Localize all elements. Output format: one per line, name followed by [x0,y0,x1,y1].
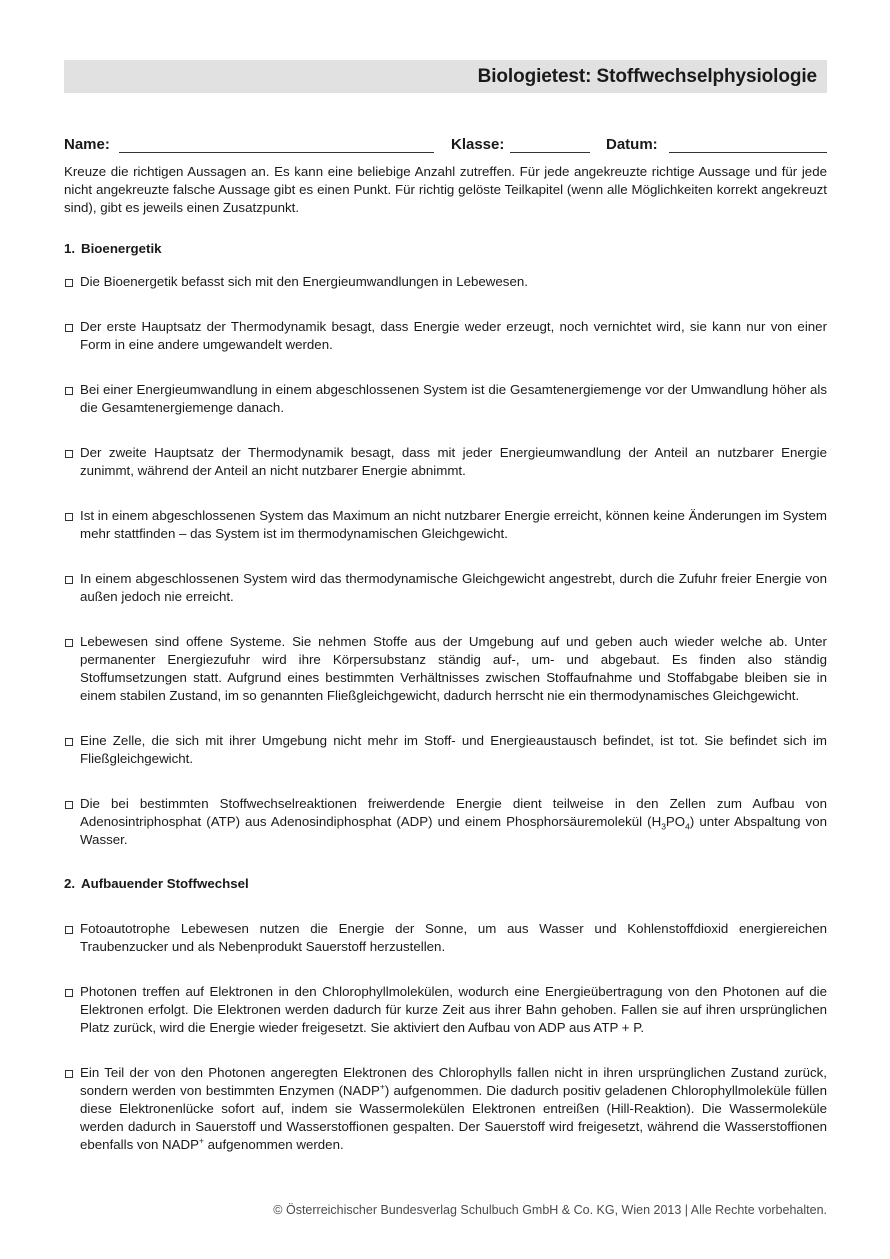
statement-item [64,1064,827,1154]
section-heading-bioenergetik: 1. Bioenergetik [64,241,162,256]
statement-text: Eine Zelle, die sich mit ihrer Umgebung nicht mehr im Stoff- und Energieaustausch befindet, ist tot. Sie befindet sich im Fließgleichgewicht. [80,733,827,766]
answer-checkbox[interactable] [65,324,73,332]
answer-checkbox[interactable] [65,513,73,521]
section-heading-aufbauender-stoffwechsel: 2. Aufbauender Stoffwechsel [64,876,249,891]
statement-text: Lebewesen sind offene Systeme. Sie nehmen Stoffe aus der Umgebung auf und geben auch wieder welche ab. Unter permanenter Energiezufuhr wird ihre Körpersubstanz ständig auf-, um- und abgebaut. Es finden also ständig Stoffumsetzungen statt. Aufgrund eines bestimmten Verhältnisses zwischen Stoffaufnahme und Stoffabgabe bleiben sie in einem stabilen Zustand, im so genannten Fließgleichgewicht, dadurch herrscht nie ein thermodynamisches Gleichgewicht. [80,634,827,703]
statement-item [64,732,827,768]
date-label: Datum: [606,136,658,153]
statement-item [64,570,827,606]
answer-checkbox[interactable] [65,1070,73,1078]
statement-item [64,795,827,849]
statement-text: Die Bioenergetik befasst sich mit den Energieumwandlungen in Lebewesen. [80,274,528,289]
answer-checkbox[interactable] [65,387,73,395]
statement-text: In einem abgeschlossenen System wird das thermodynamische Gleichgewicht angestrebt, durch die Zufuhr freier Energie von außen jedoch nie erreicht. [80,571,827,604]
answer-checkbox[interactable] [65,576,73,584]
answer-checkbox[interactable] [65,738,73,746]
statement-item [64,507,827,543]
answer-checkbox[interactable] [65,926,73,934]
statement-item [64,381,827,417]
date-field[interactable] [669,152,827,153]
answer-checkbox[interactable] [65,989,73,997]
statement-text: Der erste Hauptsatz der Thermodynamik besagt, dass Energie weder erzeugt, noch vernichtet wird, sie kann nur von einer Form in eine andere umgewandelt werden. [80,319,827,352]
answer-checkbox[interactable] [65,801,73,809]
answer-checkbox[interactable] [65,450,73,458]
statement-item [64,444,827,480]
answer-checkbox[interactable] [65,639,73,647]
statement-text: Fotoautotrophe Lebewesen nutzen die Energie der Sonne, um aus Wasser und Kohlenstoffdioxid energiereichen Traubenzucker und als Nebenprodukt Sauerstoff herzustellen. [80,921,827,954]
name-field[interactable] [119,152,434,153]
answer-checkbox[interactable] [65,279,73,287]
statement-text: Der zweite Hauptsatz der Thermodynamik besagt, dass mit jeder Energieumwandlung der Anteil an nutzbarer Energie zunimmt, während der Anteil an nicht nutzbarer Energie abnimmt. [80,445,827,478]
name-label: Name: [64,136,110,153]
statement-text: Bei einer Energieumwandlung in einem abgeschlossenen System ist die Gesamtenergiemenge vor der Umwandlung höher als die Gesamtenergiemenge danach. [80,382,827,415]
class-field[interactable] [510,152,590,153]
statement-item [64,273,827,291]
statement-text: Photonen treffen auf Elektronen in den Chlorophyllmolekülen, wodurch eine Energieübertragung von den Photonen auf die Elektronen erfolgt. Die Elektronen werden dadurch für kurze Zeit aus ihrer Bahn gehoben. Fallen sie auf ihren ursprünglichen Platz zurück, wird die Energie wieder freigesetzt. Sie aktiviert den Aufbau von ADP aus ATP + P. [80,984,827,1035]
statement-item [64,920,827,956]
student-info-row [64,133,827,155]
copyright-footer: © Österreichischer Bundesverlag Schulbuch GmbH & Co. KG, Wien 2013 | Alle Rechte vorbehalten. [273,1203,827,1217]
statement-item [64,983,827,1037]
statement-item [64,633,827,705]
test-content [64,163,827,1154]
title-bar [64,60,827,93]
statement-item [64,318,827,354]
statement-text: Ist in einem abgeschlossenen System das Maximum an nicht nutzbarer Energie erreicht, können keine Änderungen im System mehr stattfinden – das System ist im thermodynamischen Gleichgewicht. [80,508,827,541]
statement-text: Ein Teil der von den Photonen angeregten Elektronen des Chlorophylls fallen nicht in ihren ursprünglichen Zustand zurück, sondern werden von bestimmten Enzymen (NADP+) aufgenommen. Die dadurch positiv geladenen Chlorophyllmoleküle füllen diese Elektronenlücke sofort auf, indem sie Wassermolekülen Elektronen entreißen (Hill-Reaktion). Die Wassermoleküle werden dadurch in Sauerstoff und Wasserstoffionen gespalten. Der Sauerstoff wird freigesetzt, während die Wasserstoffionen ebenfalls von NADP+ aufgenommen werden. [80,1065,827,1152]
statement-text: Die bei bestimmten Stoffwechselreaktionen freiwerdende Energie dient teilweise in den Zellen zum Aufbau von Adenosintriphosphat (ATP) aus Adenosindiphosphat (ADP) und einem Phosphorsäuremolekül $(H_3PO_4)$ unter Abspaltung von Wasser. [80,796,827,847]
class-label: Klasse: [451,136,505,153]
page-title: Biologietest: Stoffwechselphysiologie [477,65,817,87]
instructions: Kreuze die richtigen Aussagen an. Es kann eine beliebige Anzahl zutreffen. Für jede angekreuzte richtige Aussage und für jede nicht angekreuzte falsche Aussage gibt es einen Punkt. Für richtig gelöste Teilkapitel (wenn alle Möglichkeiten korrekt angekreuzt sind), gibt es jeweils einen Zusatzpunkt. [64,164,827,215]
